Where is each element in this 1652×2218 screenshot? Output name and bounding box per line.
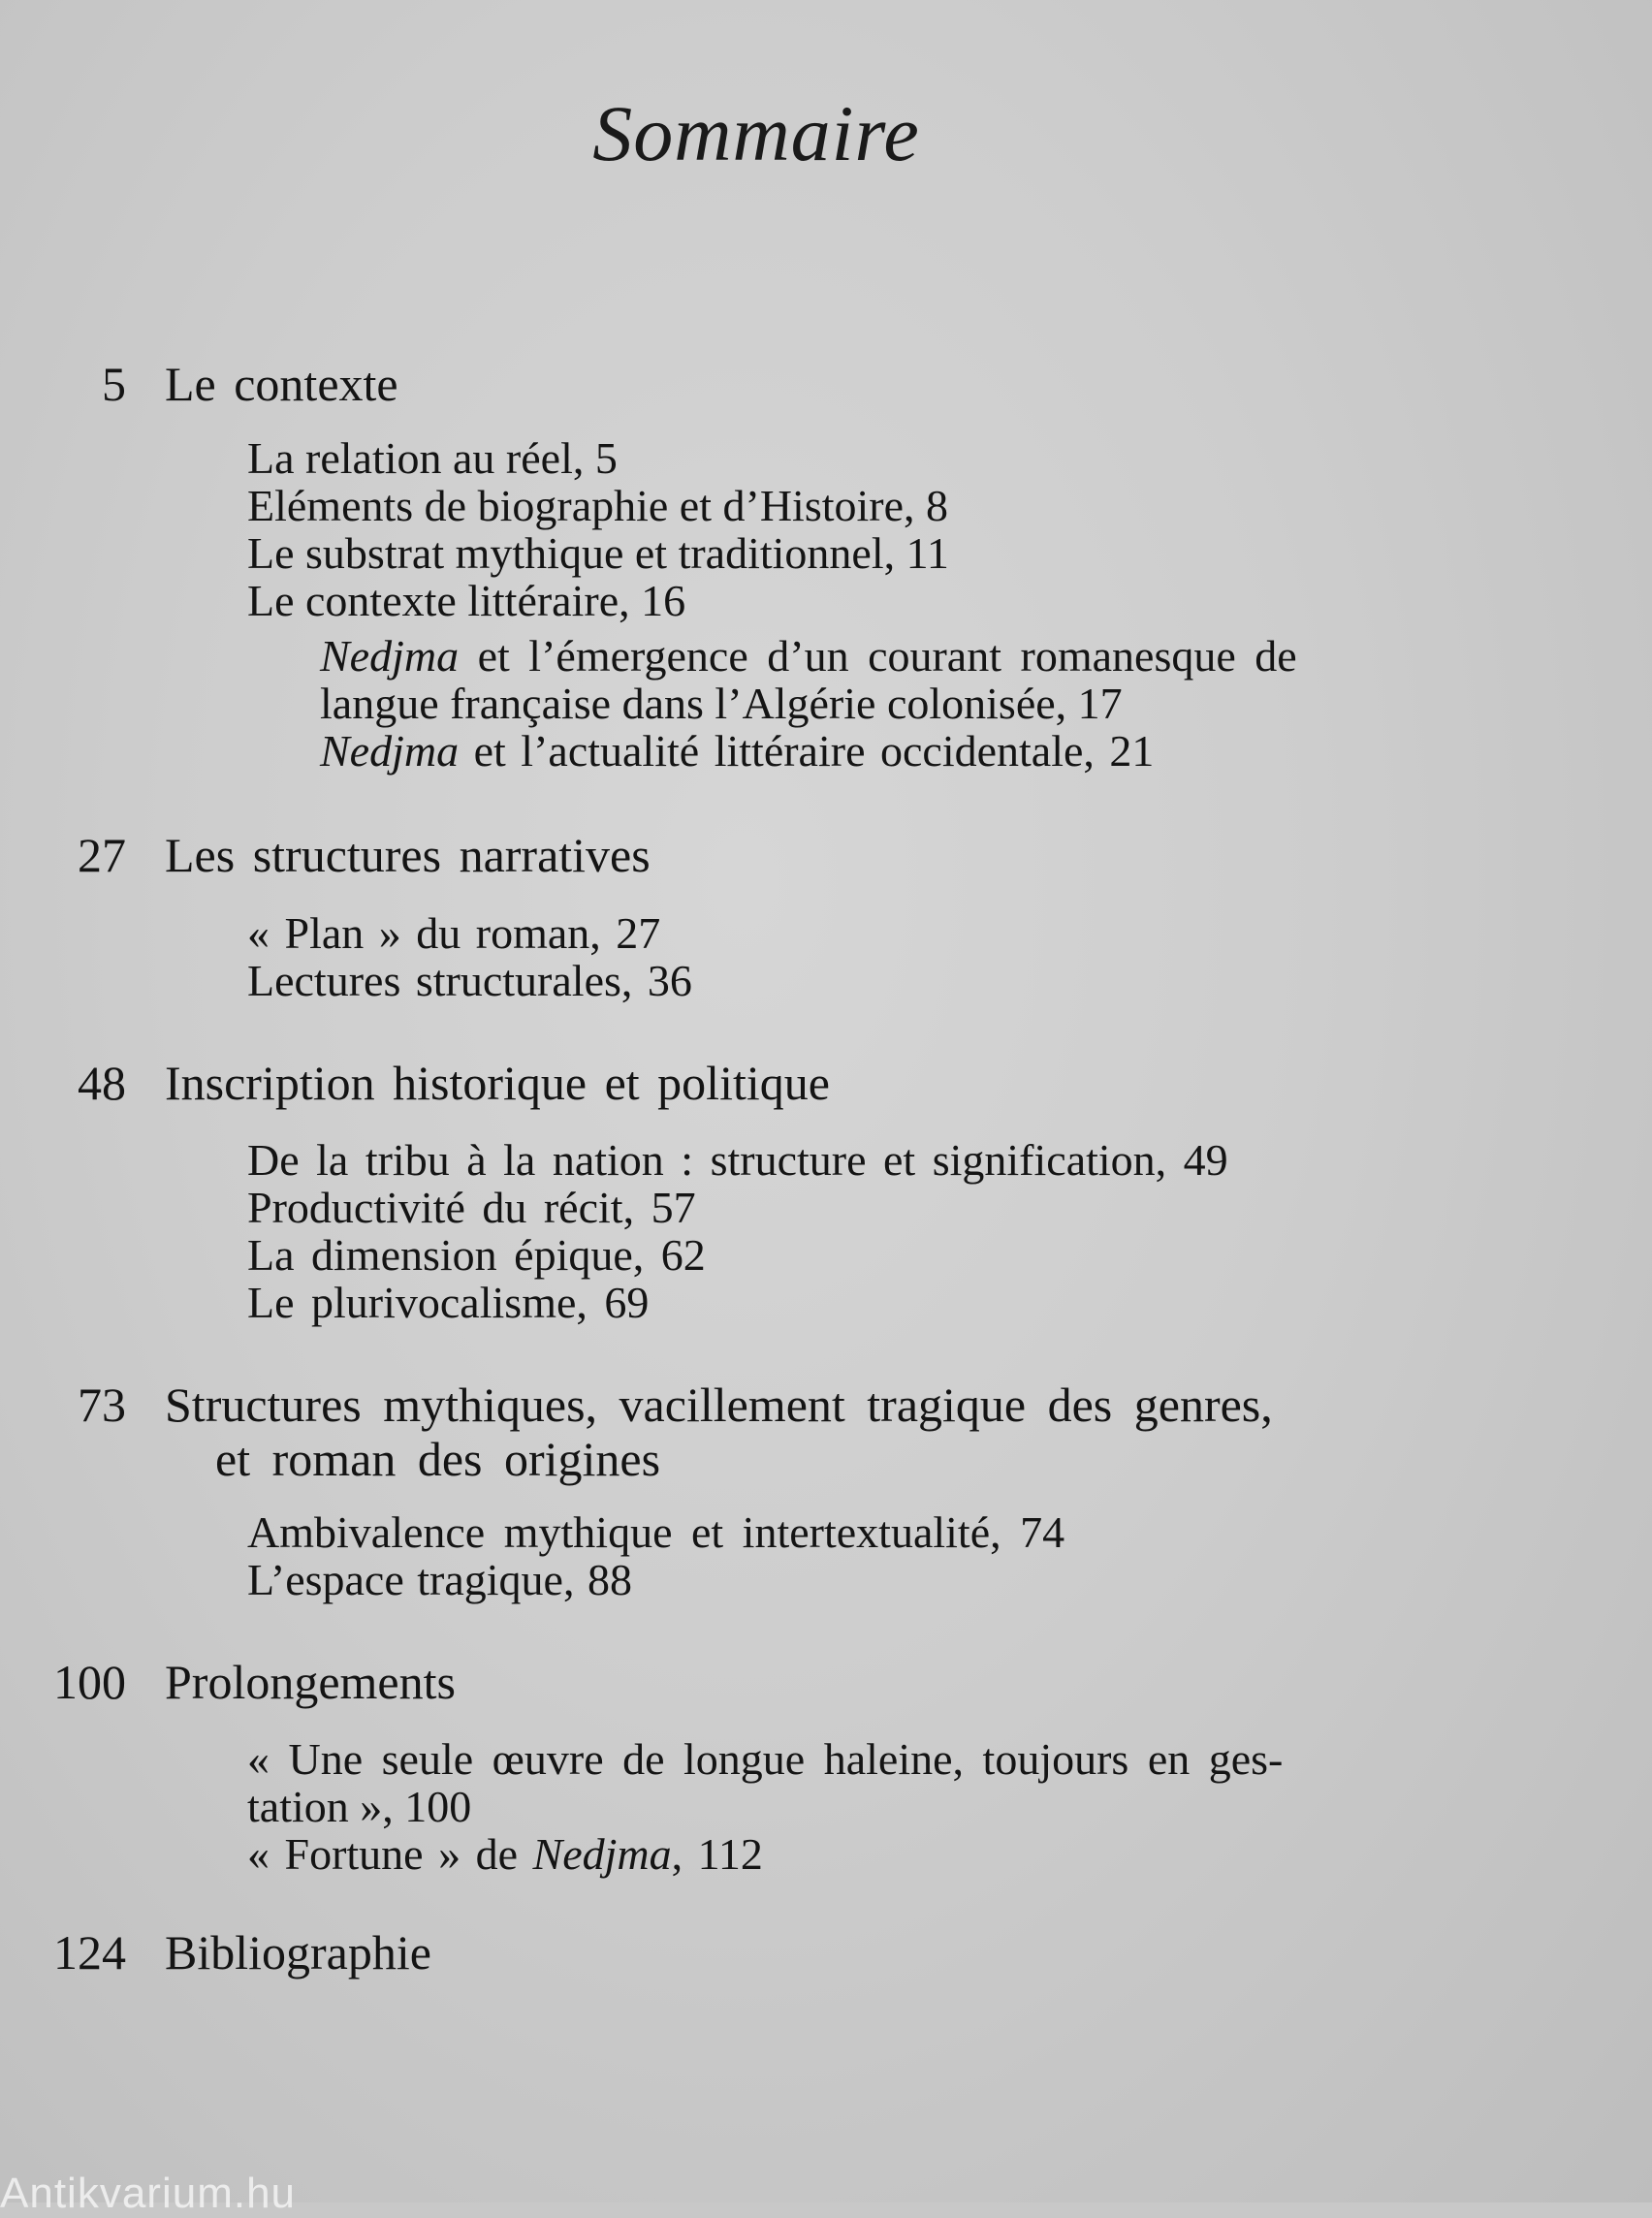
section-title: Bibliographie	[165, 1925, 431, 1980]
toc-entry-list	[247, 909, 1488, 1004]
toc-entry: Eléments de biographie et d’Histoire, 8	[247, 481, 949, 530]
toc-entry: Ambivalence mythique et intertextualité, 74	[247, 1507, 1065, 1557]
section-title-line: Structures mythiques, vacillement tragique des genres,	[165, 1378, 1273, 1432]
section-title: Prolongements	[165, 1655, 456, 1709]
toc-entry: La dimension épique, 62	[247, 1230, 706, 1280]
toc-subentry	[320, 727, 1483, 775]
toc-entry: Lectures structurales, 36	[247, 956, 692, 1005]
book-title-italic: Nedjma	[320, 631, 460, 681]
section-page-number: 48	[78, 1056, 126, 1110]
toc-entry: De la tribu à la nation : structure et signification, 49	[247, 1135, 1228, 1185]
section-page-number: 27	[78, 828, 126, 882]
toc-entry-text: , 112	[671, 1829, 763, 1879]
toc-entry: « Une seule œuvre de longue haleine, toujours en ges-	[247, 1734, 1284, 1784]
toc-entry: Le substrat mythique et traditionnel, 11	[247, 528, 949, 578]
toc-entry-list	[247, 1508, 1488, 1603]
toc-subentry-text: et l’actualité littéraire occidentale, 21	[459, 726, 1155, 776]
toc-subentry	[320, 632, 1483, 680]
toc-subentry-continuation: langue française dans l’Algérie colonisée, 17	[320, 679, 1123, 728]
toc-entry: Le contexte littéraire, 16	[247, 576, 686, 625]
toc-entry: L’espace tragique, 88	[247, 1555, 632, 1604]
watermark: Antikvarium.hu	[0, 2170, 297, 2217]
section-title: Le contexte	[165, 357, 398, 411]
toc-subentry-text: et l’émergence d’un courant romanesque de	[459, 631, 1297, 681]
section-title-line: et roman des origines	[215, 1432, 661, 1486]
toc-entry-continuation: tation », 100	[247, 1782, 472, 1831]
book-title-italic: Nedjma	[320, 726, 460, 776]
toc-entry-list	[247, 1735, 1488, 1878]
section-page-number: 5	[102, 357, 126, 411]
section-title	[165, 1378, 1483, 1486]
toc-entry: « Plan » du roman, 27	[247, 908, 661, 958]
section-page-number: 124	[53, 1925, 126, 1980]
toc-entry-list	[247, 1136, 1488, 1326]
toc-entry: La relation au réel, 5	[247, 433, 618, 483]
page-title: Sommaire	[592, 89, 920, 177]
section-title: Les structures narratives	[165, 828, 651, 882]
toc-entry-text: « Fortune » de	[247, 1829, 533, 1879]
section-page-number: 73	[78, 1378, 126, 1432]
section-title: Inscription historique et politique	[165, 1056, 830, 1110]
toc-entry: Productivité du récit, 57	[247, 1183, 696, 1232]
section-page-number: 100	[53, 1655, 126, 1709]
book-title-italic: Nedjma	[532, 1829, 672, 1879]
toc-entry-list	[247, 434, 1488, 624]
toc-entry: Le plurivocalisme, 69	[247, 1278, 650, 1327]
toc-entry	[247, 1830, 1488, 1878]
toc-subentry-list	[320, 632, 1483, 775]
